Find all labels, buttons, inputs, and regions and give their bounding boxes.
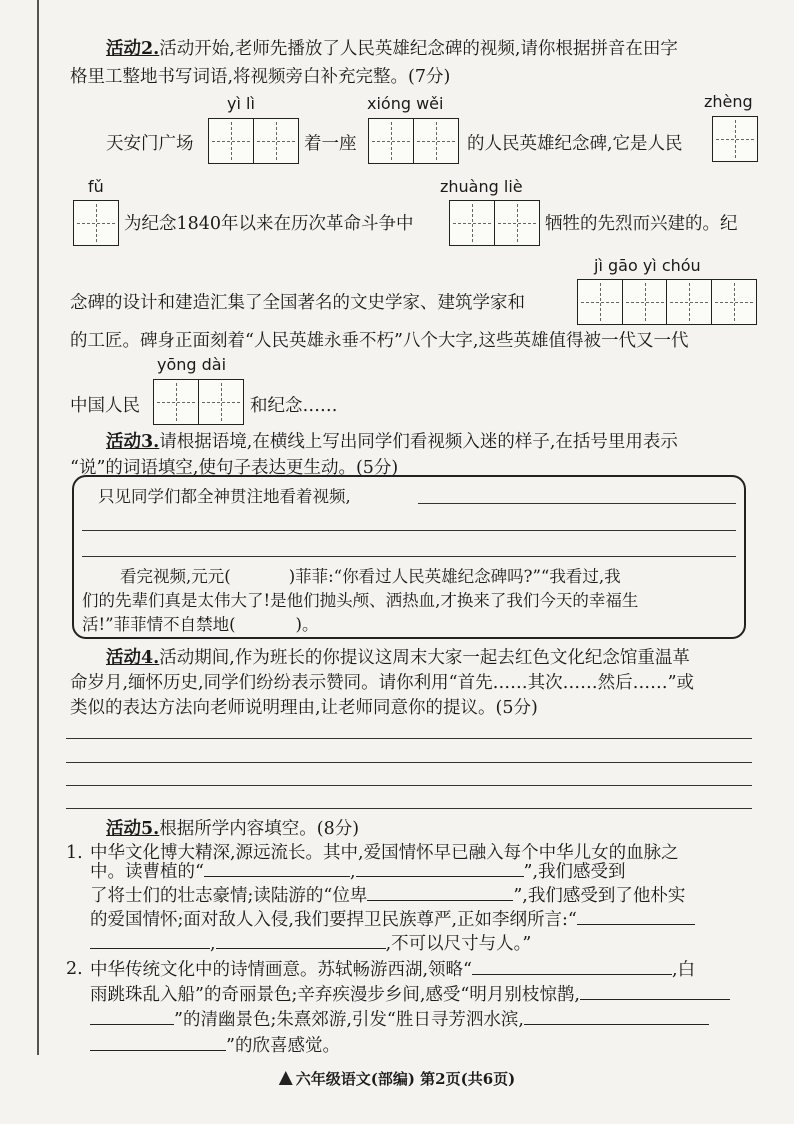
text-tiananmen: 天安门广场: [106, 134, 194, 154]
activity3-label: 活动3.: [106, 432, 160, 452]
pinyin-zheng: zhèng: [704, 92, 753, 111]
blank-caozhi-1[interactable]: [204, 860, 350, 877]
tianzige-jigaoyichou[interactable]: [577, 279, 757, 325]
blank-caozhi-2[interactable]: [356, 860, 524, 877]
pinyin-xiongwei: xióng wěi: [367, 94, 444, 113]
activity5-label: 活动5.: [106, 819, 160, 839]
tianzige-zhuanglie[interactable]: [449, 200, 540, 246]
q2-line2: 雨跳珠乱入船”的奇丽景色;辛弃疾漫步乡间,感受“明月别枝惊鹊,: [90, 983, 730, 1006]
blank-zhuxi-2[interactable]: [90, 1034, 226, 1051]
activity4-line1: 活动4.活动期间,作为班长的你提议这周末大家一起去红色文化纪念馆重温革: [106, 648, 690, 668]
blank-xinqiji-1[interactable]: [580, 983, 730, 1000]
blank-ligang-2[interactable]: [90, 932, 210, 949]
q1-line1: 中华文化博大精深,源远流长。其中,爱国情怀早已融入每个中华儿女的血脉之: [90, 843, 679, 863]
answer-line-a3-2[interactable]: [82, 530, 736, 531]
text-design: 念碑的设计和建造汇集了全国著名的文史学家、建筑学家和: [70, 293, 525, 313]
text-xisheng: 牺牲的先烈而兴建的。纪: [545, 214, 738, 234]
activity2-label: 活动2.: [106, 39, 160, 59]
text-zhongguorenmin: 中国人民: [70, 396, 140, 416]
page-footer: [0, 1068, 794, 1089]
q1-line2: 中。读曹植的“ , ”,我们感受到: [90, 862, 626, 882]
q2-number: 2.: [66, 959, 83, 979]
activity2-intro-line1: 活动2.活动开始,老师先播放了人民英雄纪念碑的视频,请你根据拼音在田字: [106, 39, 678, 59]
text-zhe: 着一座: [304, 134, 357, 154]
answer-line-a3-3[interactable]: [82, 556, 736, 557]
tianzige-yongdai[interactable]: [153, 379, 244, 425]
activity4-line3: 类似的表达方法向老师说明理由,让老师同意你的提议。(5分): [70, 698, 538, 718]
q1-line5: , ,不可以尺寸与人。”: [90, 932, 531, 955]
tianzige-yili[interactable]: [208, 118, 299, 164]
q1-line3: 了将士们的壮志豪情;读陆游的“位卑 ”,我们感受到了他朴实: [90, 886, 686, 906]
tianzige-xiongwei[interactable]: [368, 118, 459, 164]
pinyin-yongdai: yōng dài: [157, 355, 227, 374]
footer-text: 六年级语文(部编) 第2页(共6页): [295, 1070, 516, 1088]
pinyin-yili: yì lì: [227, 94, 255, 113]
text-jinian: 和纪念……: [250, 396, 338, 416]
answer-line-a4-1[interactable]: [66, 738, 752, 739]
answer-line-a3-1[interactable]: [418, 503, 736, 504]
box-line4: 活!”菲菲情不自禁地( )。: [82, 615, 319, 634]
q2-line1: 中华传统文化中的诗情画意。苏轼畅游西湖,领略“ ,白: [90, 960, 696, 980]
publisher-logo-icon: [279, 1071, 293, 1085]
text-inscription: 的工匠。碑身正面刻着“人民英雄永垂不朽”八个大字,这些英雄值得被一代又一代: [70, 331, 689, 351]
blank-xinqiji-2[interactable]: [90, 1008, 174, 1025]
blank-ligang-3[interactable]: [216, 932, 386, 949]
box-line2: 看完视频,元元( )菲菲:“你看过人民英雄纪念碑吗?”“我看过,我: [120, 567, 621, 586]
pinyin-zhuanglie: zhuàng liè: [440, 177, 523, 196]
blank-ligang-1[interactable]: [577, 908, 695, 925]
activity2-intro-line2: 格里工整地书写词语,将视频旁白补充完整。(7分): [70, 67, 451, 87]
answer-line-a4-3[interactable]: [66, 785, 752, 786]
text-1840: 为纪念1840年以来在历次革命斗争中: [124, 214, 414, 234]
tianzige-fu[interactable]: [73, 200, 119, 246]
q1-number: 1.: [66, 843, 83, 863]
q1-line4: 的爱国情怀;面对敌人入侵,我们要捍卫民族尊严,正如李纲所言:“: [90, 908, 695, 931]
activity4-label: 活动4.: [106, 648, 160, 668]
q2-line4: ”的欣喜感觉。: [90, 1034, 340, 1057]
activity3-intro-line2: “说”的词语填空,使句子表达更生动。(5分): [70, 458, 399, 478]
box-line3: 们的先辈们真是太伟大了!是他们抛头颅、洒热血,才换来了我们今天的幸福生: [82, 591, 639, 610]
blank-zhuxi-1[interactable]: [524, 1008, 709, 1025]
answer-line-a4-2[interactable]: [66, 762, 752, 763]
activity4-line2: 命岁月,缅怀历史,同学们纷纷表示赞同。请你利用“首先……其次……然后……”或: [70, 673, 695, 693]
box-line1: 只见同学们都全神贯注地看着视频,: [98, 487, 351, 506]
blank-sushi[interactable]: [472, 958, 672, 975]
binding-margin-line: [37, 0, 39, 1055]
pinyin-fu: fǔ: [88, 177, 104, 196]
q2-line3: ”的清幽景色;朱熹郊游,引发“胜日寻芳泗水滨,: [90, 1008, 709, 1031]
tianzige-zheng[interactable]: [712, 116, 758, 162]
text-monument: 的人民英雄纪念碑,它是人民: [467, 134, 683, 154]
pinyin-jigaoyichou: jì gāo yì chóu: [594, 256, 701, 275]
activity5-intro: 活动5.根据所学内容填空。(8分): [106, 819, 360, 839]
answer-line-a4-4[interactable]: [66, 808, 752, 809]
blank-luyou[interactable]: [367, 884, 513, 901]
activity3-intro-line1: 活动3.请根据语境,在横线上写出同学们看视频入迷的样子,在括号里用表示: [106, 432, 678, 452]
